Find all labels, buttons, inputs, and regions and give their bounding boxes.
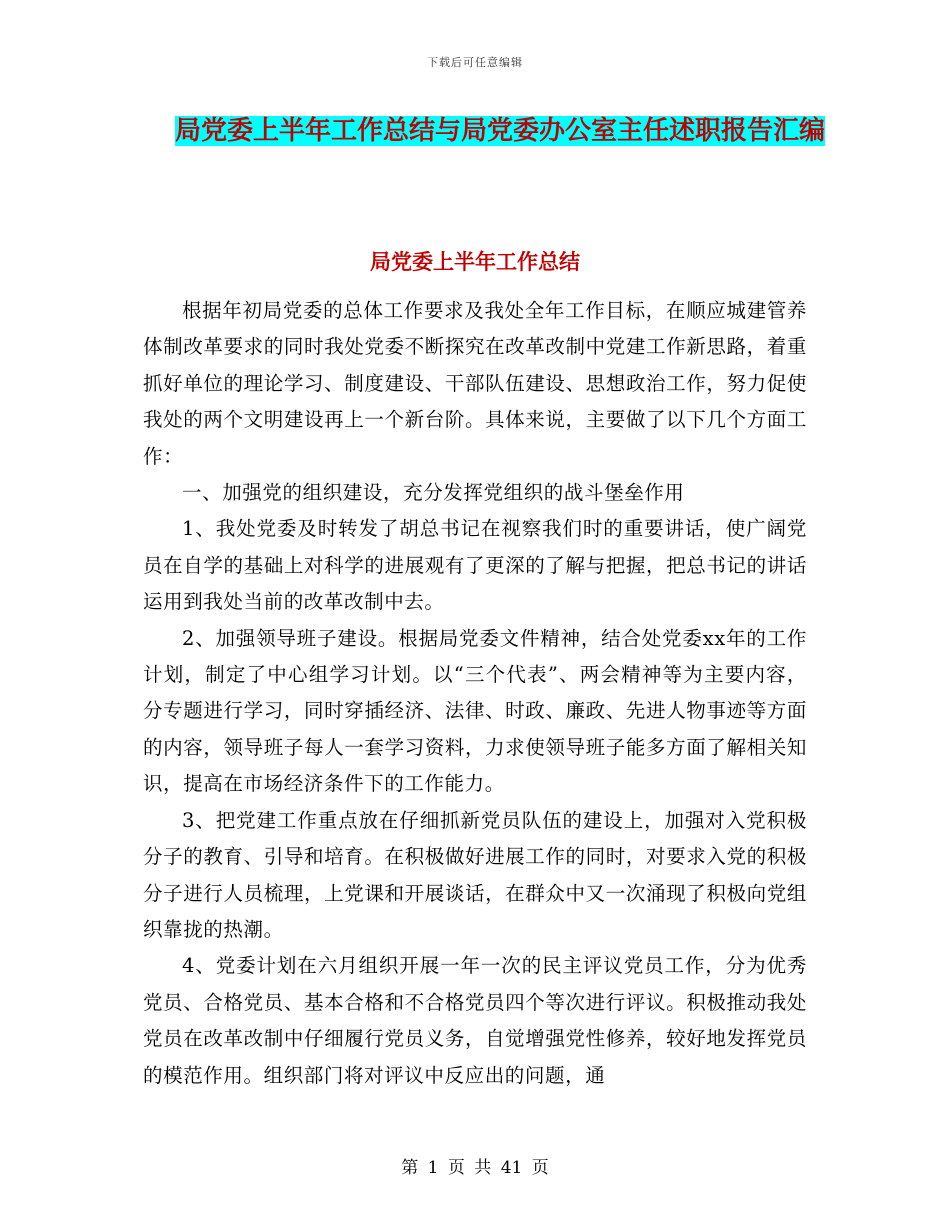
paragraph-item-1: 1、我处党委及时转发了胡总书记在视察我们时的重要讲话，使广阔党员在自学的基础上对科学的进展观有了更深的了解与把握，把总书记的讲话运用到我处当前的改革改制中去。 [143,517,807,614]
page-number-footer: 第 1 页 共 41 页 [401,1158,549,1178]
document-title-text: 局党委上半年工作总结与局党委办公室主任述职报告汇编 [174,116,825,146]
paragraph-intro: 根据年初局党委的总体工作要求及我处全年工作目标，在顺应城建管养体制改革要求的同时我处党委不断探究在改革改制中党建工作新思路，着重抓好单位的理论学习、制度建设、干部队伍建设、思想政治工作，努力促使我处的两个文明建设再上一个新台阶。具体来说，主要做了以下几个方面工作： [143,299,807,468]
document-title [150,110,850,152]
paragraph-item-2: 2、加强领导班子建设。根据局党委文件精神，结合处党委xx年的工作计划，制定了中心组学习计划。以“三个代表”、两会精神等为主要内容，分专题进行学习，同时穿插经济、法律、时政、廉政、先进人物事迹等方面的内容，领导班子每人一套学习资料，力求使领导班子能多方面了解相关知识，提高在市场经济条件下的工作能力。 [143,626,807,796]
section-title: 局党委上半年工作总结 [370,250,580,274]
paragraph-heading-1: 一、加强党的组织建设，充分发挥党组织的战斗堡垒作用 [182,481,685,505]
document-body [143,293,807,1094]
paragraph-item-4: 4、党委计划在六月组织开展一年一次的民主评议党员工作，分为优秀党员、合格党员、基本合格和不合格党员四个等次进行评议。积极推动我处党员在改革改制中仔细履行党员义务，自觉增强党性修养，较好地发挥党员的模范作用。组织部门将对评议中反应出的问题，通 [143,954,807,1087]
header-note: 下载后可任意编辑 [427,56,523,69]
paragraph-item-3: 3、把党建工作重点放在仔细抓新党员队伍的建设上，加强对入党积极分子的教育、引导和培育。在积极做好进展工作的同时，对要求入党的积极分子进行人员梳理，上党课和开展谈话，在群众中又一次涌现了积极向党组织靠拢的热潮。 [143,808,807,941]
